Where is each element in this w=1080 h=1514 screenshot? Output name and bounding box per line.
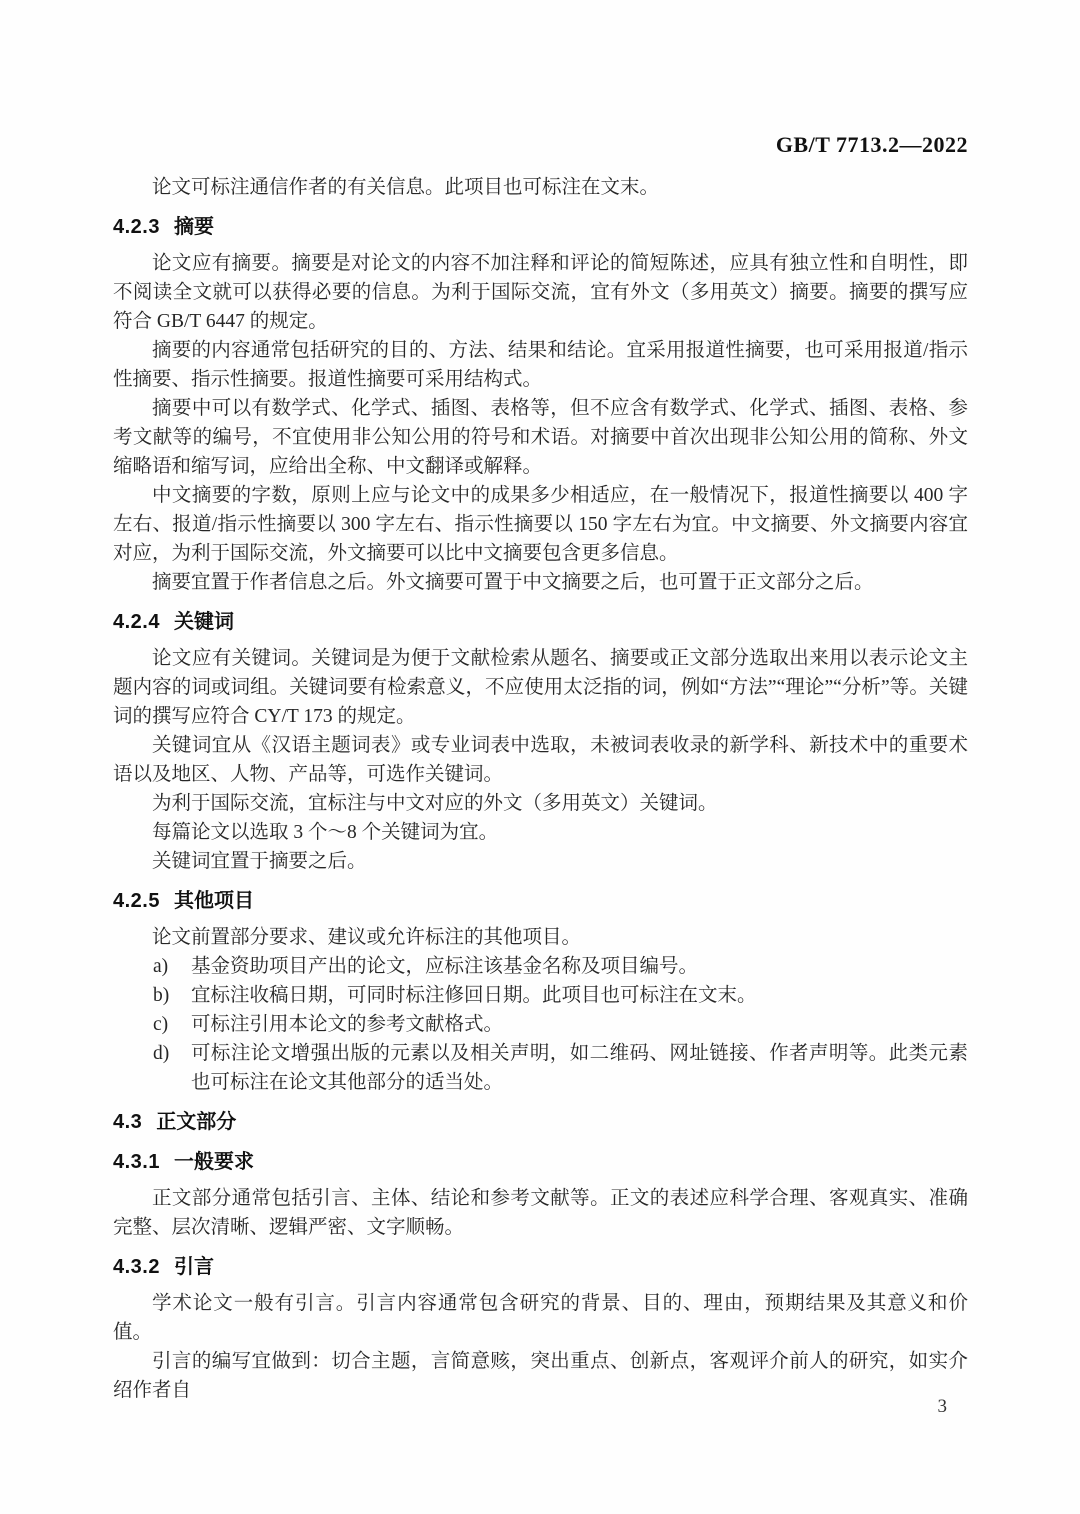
list-item-text: 可标注引用本论文的参考文献格式。: [191, 1014, 504, 1035]
section-heading-4-3: [113, 1108, 968, 1137]
list-item-d: [153, 1039, 968, 1097]
section-number: 4.3.1: [113, 1151, 160, 1173]
section-title: 引言: [173, 1256, 214, 1278]
section-title: 其他项目: [173, 890, 254, 912]
paragraph-keywords-definition: 论文应有关键词。关键词是为便于文献检索从题名、摘要或正文部分选取出来用以表示论文主题内容的词或词组。关键词要有检索意义，不应使用太泛指的词，例如“方法”“理论”“分析”等。关键词的撰写应符合 CY/T 173 的规定。: [113, 648, 968, 727]
section-heading-4-3-2: [113, 1253, 968, 1282]
section-number: 4.3: [113, 1111, 143, 1133]
paragraph-abstract-content: 摘要的内容通常包括研究的目的、方法、结果和结论。宜采用报道性摘要，也可采用报道/指示性摘要、指示性摘要。报道性摘要可采用结构式。: [113, 340, 968, 390]
paragraph-keywords-foreign: 为利于国际交流，宜标注与中文对应的外文（多用英文）关键词。: [152, 793, 718, 814]
paragraph-abstract-length: 中文摘要的字数，原则上应与论文中的成果多少相适应，在一般情况下，报道性摘要以 400 字左右、报道/指示性摘要以 300 字左右、指示性摘要以 150 字左右为宜。中文摘要、外文摘要内容宜对应，为利于国际交流，外文摘要可以比中文摘要包含更多信息。: [113, 485, 968, 564]
paragraph-corresponding-author: 论文可标注通信作者的有关信息。此项目也可标注在文末。: [152, 177, 660, 198]
page-content: [113, 173, 968, 1405]
section-title: 关键词: [173, 611, 234, 633]
list-item-a: [153, 952, 968, 981]
list-item-label: b): [153, 985, 170, 1006]
list-item-b: [153, 981, 968, 1010]
paragraph-keywords-count: 每篇论文以选取 3 个～8 个关键词为宜。: [152, 822, 499, 843]
section-number: 4.2.4: [113, 611, 160, 633]
list-item-label: a): [153, 956, 169, 977]
list-item-text: 宜标注收稿日期，可同时标注修回日期。此项目也可标注在文末。: [191, 985, 757, 1006]
list-item-text: 基金资助项目产出的论文，应标注该基金名称及项目编号。: [191, 956, 699, 977]
paragraph-body-general: 正文部分通常包括引言、主体、结论和参考文献等。正文的表述应科学合理、客观真实、准确完整、层次清晰、逻辑严密、文字顺畅。: [113, 1188, 968, 1238]
section-heading-4-2-5: [113, 887, 968, 916]
paragraph-introduction-content: 学术论文一般有引言。引言内容通常包含研究的背景、目的、理由，预期结果及其意义和价值。: [113, 1293, 968, 1343]
paragraph-abstract-restrictions: 摘要中可以有数学式、化学式、插图、表格等，但不应含有数学式、化学式、插图、表格、参考文献等的编号，不宜使用非公知公用的符号和术语。对摘要中首次出现非公知公用的简称、外文缩略语和缩写词，应给出全称、中文翻译或解释。: [113, 398, 968, 477]
page-number: 3: [937, 1396, 947, 1417]
section-title: 摘要: [173, 216, 214, 238]
section-title: 一般要求: [173, 1151, 254, 1173]
section-title: 正文部分: [156, 1111, 237, 1133]
section-number: 4.3.2: [113, 1256, 160, 1278]
paragraph-abstract-placement: 摘要宜置于作者信息之后。外文摘要可置于中文摘要之后，也可置于正文部分之后。: [152, 572, 874, 593]
paragraph-other-items-intro: 论文前置部分要求、建议或允许标注的其他项目。: [152, 927, 582, 948]
paragraph-keywords-placement: 关键词宜置于摘要之后。: [152, 851, 367, 872]
list-item-text: 可标注论文增强出版的元素以及相关声明，如二维码、网址链接、作者声明等。此类元素也可标注在论文其他部分的适当处。: [191, 1043, 968, 1093]
standard-number: GB/T 7713.2—2022: [775, 132, 968, 157]
list-item-label: d): [153, 1043, 170, 1064]
list-item-label: c): [153, 1014, 169, 1035]
paragraph-keywords-source: 关键词宜从《汉语主题词表》或专业词表中选取，未被词表收录的新学科、新技术中的重要术语以及地区、人物、产品等，可选作关键词。: [113, 735, 968, 785]
section-heading-4-2-3: [113, 213, 968, 242]
section-heading-4-3-1: [113, 1148, 968, 1177]
section-number: 4.2.5: [113, 890, 160, 912]
section-heading-4-2-4: [113, 608, 968, 637]
paragraph-abstract-definition: 论文应有摘要。摘要是对论文的内容不加注释和评论的简短陈述，应具有独立性和自明性，即不阅读全文就可以获得必要的信息。为利于国际交流，宜有外文（多用英文）摘要。摘要的撰写应符合 GB/T 6447 的规定。: [113, 253, 968, 332]
section-number: 4.2.3: [113, 216, 160, 238]
list-item-c: [153, 1010, 968, 1039]
paragraph-introduction-writing: 引言的编写宜做到：切合主题，言简意赅，突出重点、创新点，客观评介前人的研究，如实介绍作者自: [113, 1351, 968, 1401]
